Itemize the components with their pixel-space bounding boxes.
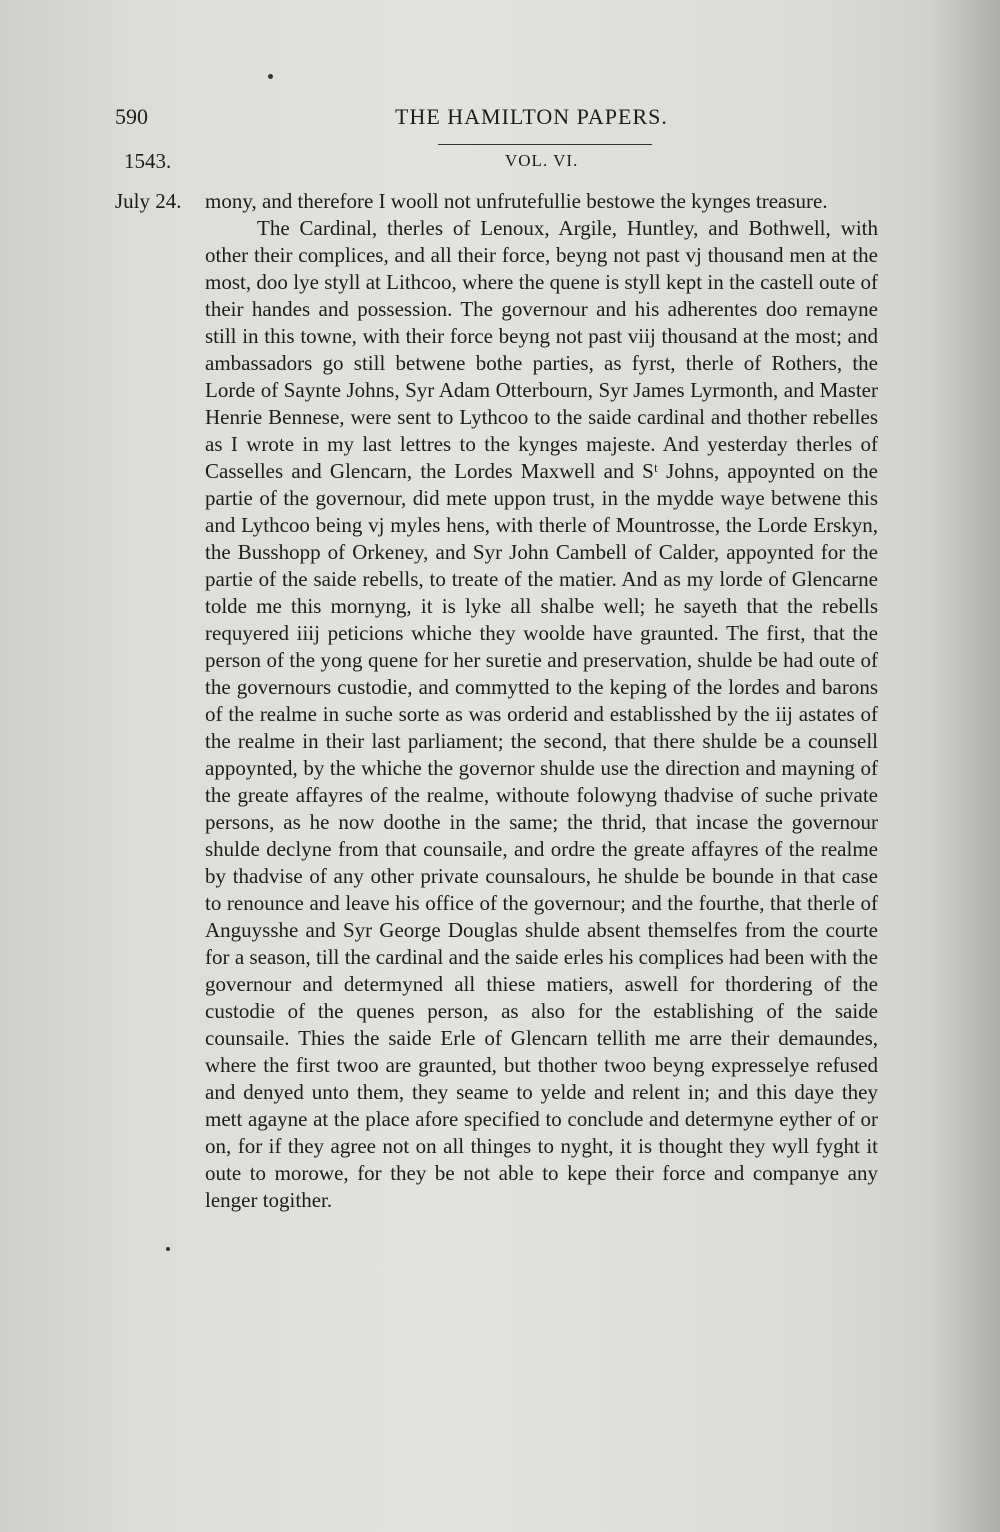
header-rule bbox=[438, 144, 652, 145]
paragraph-1: mony, and therefore I wooll not unfrutefullie bestowe the kynges treasure. bbox=[205, 189, 828, 213]
ink-speck bbox=[268, 74, 273, 79]
letter-body bbox=[205, 188, 878, 1438]
ink-speck bbox=[166, 1247, 170, 1251]
year-heading: 1543. bbox=[124, 149, 172, 173]
volume-heading: VOL. VI. bbox=[505, 151, 579, 170]
paragraph-2: The Cardinal, therles of Lenoux, Argile, Huntley, and Bothwell, with other their complices, and all their force, beyng not past vj thousand men at the most, doo lye styll at Lithcoo, where the quene is styll kept in the castell oute of their handes and possession. The governour and his adherentes doo remayne still in this towne, with their force beyng not past viij thousand at the most; and ambassadors go still betwene bothe parties, as fyrst, therle of Rothers, the Lorde of Saynte Johns, Syr Adam Otterbourn, Syr James Lyrmonth, and Master Henrie Bennese, were sent to Lythcoo to the saide cardinal and thother rebelles as I wrote in my last lettres to the kynges majeste. And yesterday therles of Casselles and Glencarn, the Lordes Maxwell and Sᵗ Johns, appoynted on the partie of the governour, did mete uppon trust, in the mydde waye betwene this and Lythcoo being vj myles hens, with therle of Mountrosse, the Lorde Erskyn, the Busshopp of Orkeney, and Syr John Cambell of Calder, appoynted for the partie of the saide rebells, to treate of the matier. And as my lorde of Glencarne tolde me this mornyng, it is lyke all shalbe well; he sayeth that the rebells requyered iiij peticions whiche they woolde have graunted. The first, that the person of the yong quene for her suretie and preservation, shulde be had oute of the governours custodie, and commytted to the keping of the lordes and barons of the realme in suche sorte as was orderid and establisshed by the iij astates of the realme in their last parliament; the second, that there shulde be a counsell appoynted, by the whiche the governor shulde use the direction and mayning of the greate affayres of the realme, withoute folowyng thadvise of suche private persons, as he now doothe in the same; the thrid, that incase the governour shulde declyne from that counsaile, and ordre the greate affayres of the realme by thadvise of any other private counsalours, he shulde be bounde in that case to renounce and leave his office of the governour; and the fourthe, that therle of Anguysshe and Syr George Douglas shulde absent themselfes from the courte for a season, till the cardinal and the saide erles his complices had been with the governour and determyned all thiese matiers, aswell for thordering of the custodie of the quenes person, as also for the establishing of the saide counsaile. Thies the saide Erle of Glencarn tellith me arre their demaundes, where the first twoo are graunted, but thother twoo beyng expresselye refused and denyed unto them, they seame to yelde and relent in; and this daye they mett agayne at the place afore specified to conclude and determyne eyther of or on, for if they agree not on all thinges to nyght, it is thought they wyll fyght it oute to morowe, for they be not able to kepe their force and companye any lenger togither. bbox=[205, 216, 878, 1212]
binding-shadow bbox=[930, 0, 1000, 1532]
margin-date: July 24. bbox=[115, 189, 182, 213]
page-number: 590 bbox=[115, 104, 148, 129]
running-title: THE HAMILTON PAPERS. bbox=[395, 104, 668, 129]
